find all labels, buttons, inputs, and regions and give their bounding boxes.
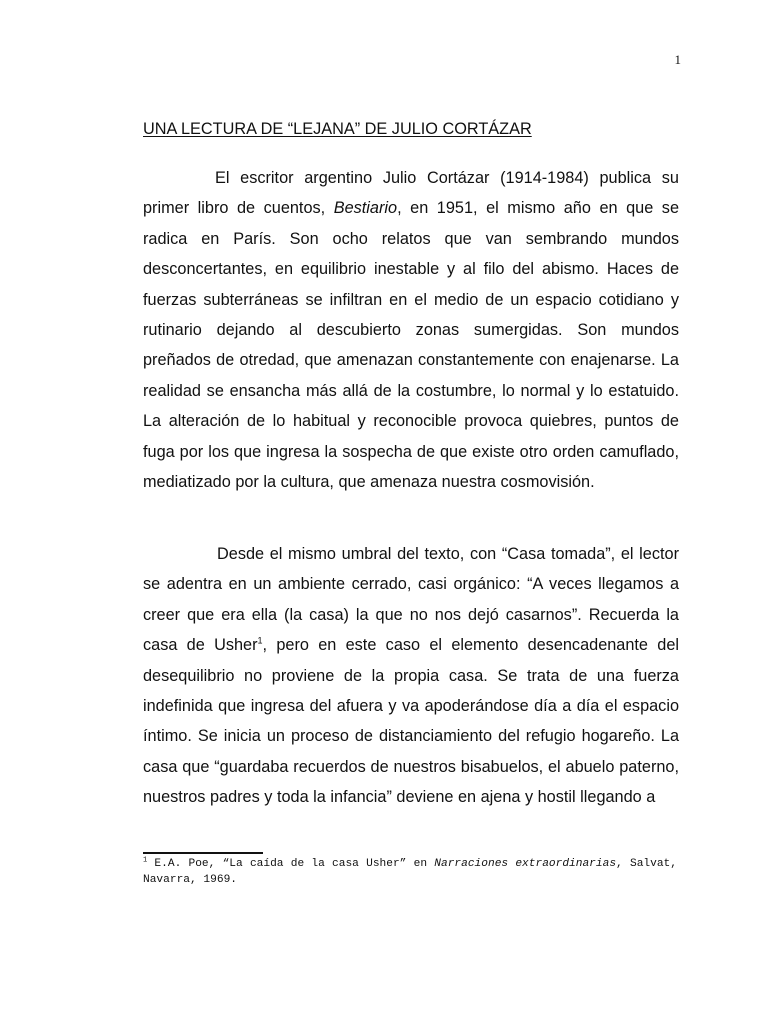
paragraph-2 (143, 539, 679, 813)
page-number: 1 (674, 52, 681, 67)
paragraph-1-text-end: , en 1951, el mismo año en que se radica en París. Son ocho relatos que van sembrando mundos desconcertantes, en equilibrio inestable y al filo del abismo. Haces de fuerzas subterráneas se infiltran en el medio de un espacio cotidiano y rutinario dejando al descubierto zonas sumergidas. Son mundos preñados de otredad, que amenazan constantemente con enajenarse. La realidad se ensancha más allá de la costumbre, lo normal y lo estatuido. La alteración de lo habitual y reconocible provoca quiebres, puntos de fuga por los que ingresa la sospecha de que existe otro orden camuflado, mediatizado por la cultura, que amenaza nuestra cosmovisión. (143, 199, 680, 492)
paragraph-1-text (143, 163, 679, 497)
paragraph-1-text-start: El escritor argentino Julio Cortázar (1914-1984) publica su primer libro de cuentos, (143, 169, 679, 218)
footnote-separator (143, 852, 263, 854)
document-title: UNA LECTURA DE “LEJANA” DE JULIO CORTÁZAR (143, 120, 532, 138)
paragraph-2-text-end: , pero en este caso el elemento desencadenante del desequilibrio no proviene de la propia casa. Se trata de una fuerza indefinida que ingresa del afuera y va apoderándose día a día el espacio íntimo. Se inicia un proceso de distanciamiento del refugio hogareño. La casa que “guardaba recuerdos de nuestros bisabuelos, el abuelo paterno, nuestros padres y toda la infancia” deviene en ajena y hostil llegando a (143, 636, 679, 807)
footnote-book-title: Narraciones extraordinarias (434, 858, 617, 870)
footnote-text-start: E.A. Poe, “La caída de la casa Usher” en (147, 858, 435, 870)
footnote (143, 856, 677, 888)
footnote-text-end: , Salvat, Navarra, 1969. (143, 858, 677, 886)
book-title-bestiario: Bestiario (333, 199, 398, 218)
paragraph-2-text (143, 539, 679, 813)
footnote-reference: 1 (257, 635, 263, 646)
paragraph-1 (143, 163, 679, 497)
footnote-marker: 1 (143, 856, 148, 865)
paragraph-2-text-start: Desde el mismo umbral del texto, con “Casa tomada”, el lector se adentra en un ambiente cerrado, casi orgánico: “A veces llegamos a creer que era ella (la casa) la que no nos dejó casarnos”. Recuerda la casa de Usher (143, 545, 679, 655)
